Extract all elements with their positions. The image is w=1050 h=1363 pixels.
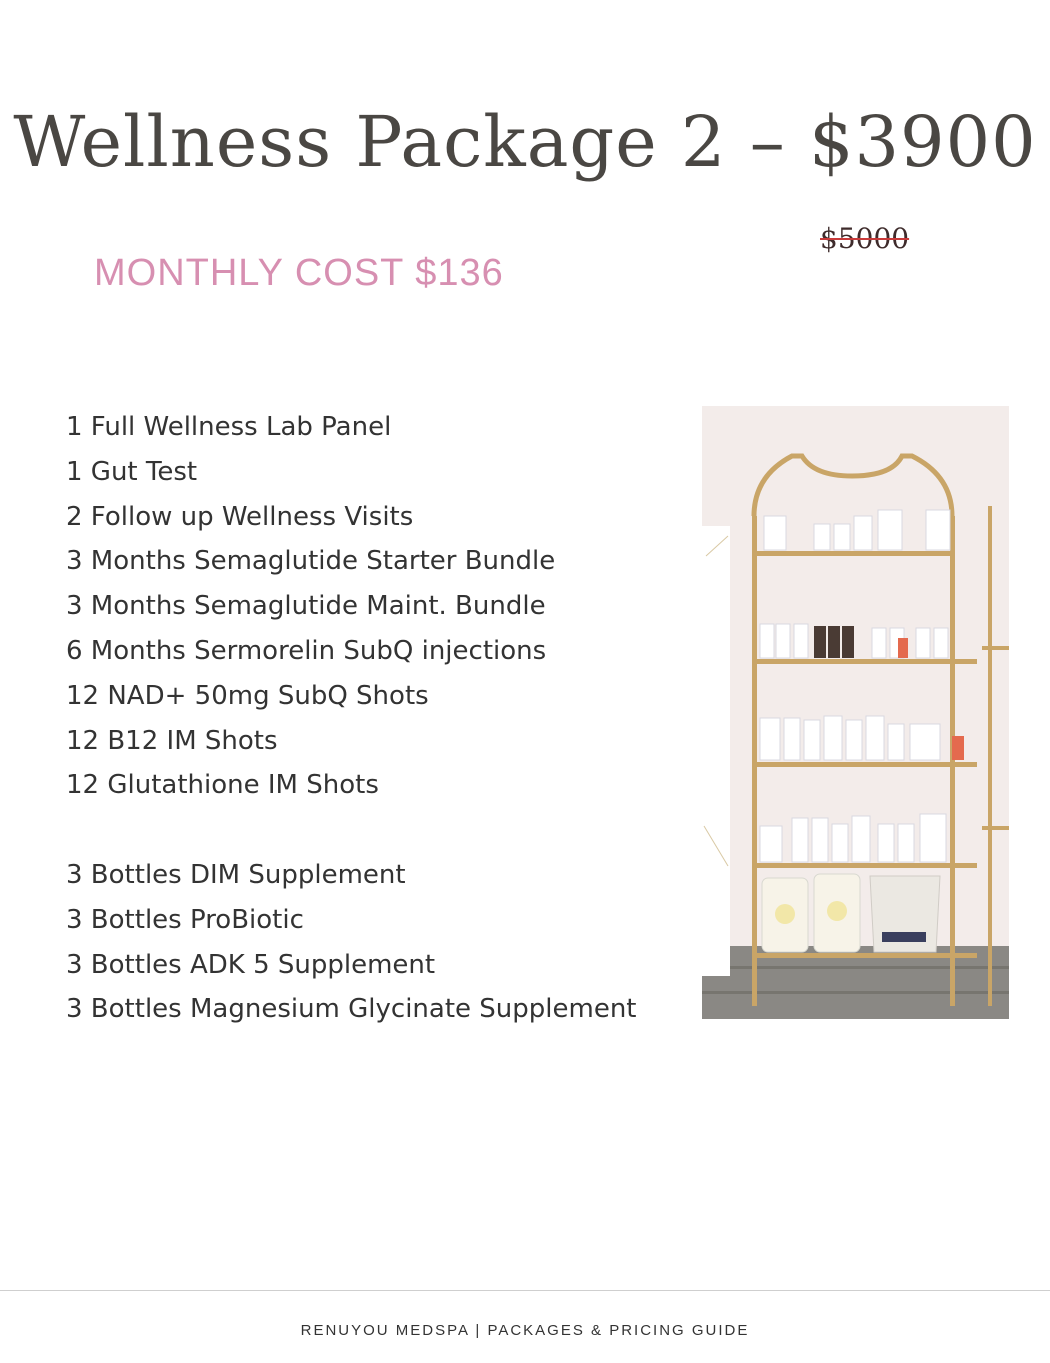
- list-item: 3 Bottles ADK 5 Supplement: [66, 949, 436, 980]
- shelf-photo: [702, 406, 1009, 1019]
- list-item: 12 Glutathione IM Shots: [66, 770, 379, 801]
- footer-text: RENUYOU MEDSPA | PACKAGES & PRICING GUIDE: [300, 1322, 750, 1339]
- package-items-list: [66, 405, 676, 1032]
- footer-divider: [0, 1290, 1050, 1291]
- list-item: 3 Months Semaglutide Starter Bundle: [66, 546, 556, 577]
- list-item: 1 Full Wellness Lab Panel: [66, 412, 392, 442]
- list-item: 12 B12 IM Shots: [66, 725, 278, 756]
- monthly-cost: MONTHLY COST $136: [94, 252, 504, 294]
- list-item: 3 Months Semaglutide Maint. Bundle: [66, 591, 546, 622]
- list-spacer: [66, 808, 676, 853]
- list-item: 3 Bottles Magnesium Glycinate Supplement: [66, 994, 637, 1025]
- list-item: 6 Months Sermorelin SubQ injections: [66, 635, 547, 666]
- list-item: 1 Gut Test: [66, 456, 198, 487]
- list-item: 12 NAD+ 50mg SubQ Shots: [66, 680, 429, 711]
- list-item: 2 Follow up Wellness Visits: [66, 501, 414, 532]
- original-price: $5000: [820, 222, 910, 255]
- page-title: Wellness Package 2 – $3900: [13, 101, 1037, 183]
- list-item: 3 Bottles ProBiotic: [66, 904, 304, 935]
- list-item: 3 Bottles DIM Supplement: [66, 859, 406, 890]
